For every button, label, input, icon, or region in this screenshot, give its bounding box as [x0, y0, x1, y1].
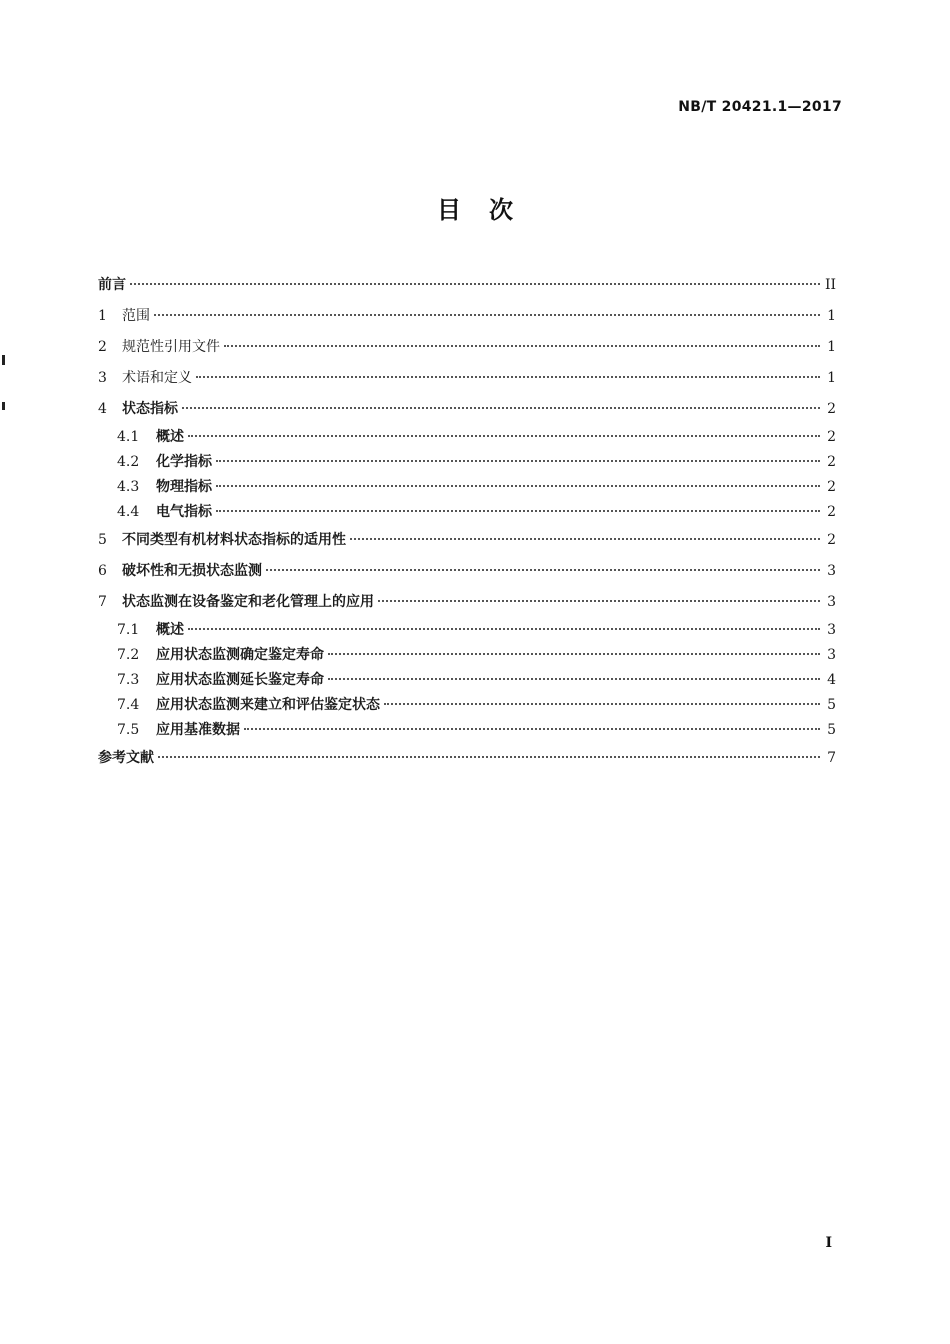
toc-label: 概述 [156, 429, 184, 445]
toc-number: 7.5 [117, 722, 140, 738]
dot-leader [224, 345, 820, 347]
toc-label: 状态指标 [122, 401, 178, 417]
toc-label: 参考文献 [98, 750, 154, 766]
toc-page-number: 2 [827, 504, 836, 520]
toc-number: 7.3 [117, 672, 140, 688]
toc-page-number: 1 [827, 308, 836, 324]
toc-label: 范围 [122, 308, 150, 324]
dot-leader [244, 728, 820, 730]
dot-leader [182, 407, 820, 409]
toc-number: 3 [98, 370, 107, 386]
toc-entry-7-1[interactable] [98, 618, 836, 643]
toc-entry-7-2[interactable] [98, 643, 836, 668]
table-of-contents [98, 270, 836, 774]
toc-number: 2 [98, 339, 107, 355]
dot-leader [378, 600, 820, 602]
toc-label: 破坏性和无损状态监测 [122, 563, 262, 579]
toc-entry-5[interactable] [98, 525, 836, 556]
toc-page-number: 3 [827, 647, 836, 663]
toc-number: 5 [98, 532, 107, 548]
toc-label: 应用状态监测确定鉴定寿命 [156, 647, 324, 663]
toc-page-number: 3 [827, 563, 836, 579]
toc-number: 7.1 [117, 622, 140, 638]
toc-number: 4.2 [117, 454, 140, 470]
toc-page-number: 3 [827, 622, 836, 638]
toc-entry-6[interactable] [98, 556, 836, 587]
scan-edge-mark [2, 402, 5, 410]
toc-number: 4 [98, 401, 107, 417]
toc-number: 4.3 [117, 479, 140, 495]
toc-entry-7-4[interactable] [98, 693, 836, 718]
dot-leader [130, 283, 820, 285]
toc-page-number: 7 [827, 750, 836, 766]
toc-number: 7.2 [117, 647, 140, 663]
toc-label: 状态监测在设备鉴定和老化管理上的应用 [122, 594, 374, 610]
toc-page-number: 5 [827, 697, 836, 713]
toc-entry-3[interactable] [98, 363, 836, 394]
toc-page-number: II [824, 277, 836, 293]
scan-edge-mark [2, 355, 5, 365]
toc-entry-4-3[interactable] [98, 475, 836, 500]
toc-page-number: 2 [827, 532, 836, 548]
dot-leader [158, 756, 820, 758]
toc-page-number: 2 [827, 454, 836, 470]
dot-leader [188, 435, 820, 437]
toc-entry-1[interactable] [98, 301, 836, 332]
page-number: I [825, 1235, 832, 1251]
toc-number: 6 [98, 563, 107, 579]
dot-leader [196, 376, 820, 378]
toc-page-number: 3 [827, 594, 836, 610]
toc-number: 7.4 [117, 697, 140, 713]
toc-page-number: 1 [827, 339, 836, 355]
toc-page-number: 2 [827, 479, 836, 495]
toc-page-number: 2 [827, 429, 836, 445]
toc-number: 7 [98, 594, 107, 610]
dot-leader [154, 314, 820, 316]
toc-page-number: 2 [827, 401, 836, 417]
dot-leader [328, 678, 820, 680]
toc-entry-4-1[interactable] [98, 425, 836, 450]
toc-entry-4[interactable] [98, 394, 836, 425]
toc-entry-references[interactable] [98, 743, 836, 774]
toc-label: 术语和定义 [122, 370, 192, 386]
toc-entry-7-3[interactable] [98, 668, 836, 693]
toc-label: 规范性引用文件 [122, 339, 220, 355]
toc-entry-2[interactable] [98, 332, 836, 363]
toc-entry-foreword[interactable] [98, 270, 836, 301]
toc-number: 4.1 [117, 429, 140, 445]
dot-leader [350, 538, 820, 540]
standard-code: NB/T 20421.1—2017 [678, 99, 842, 115]
toc-label: 化学指标 [156, 454, 212, 470]
toc-label: 应用状态监测来建立和评估鉴定状态 [156, 697, 380, 713]
toc-title: 目次 [437, 196, 541, 224]
dot-leader [216, 485, 820, 487]
dot-leader [328, 653, 820, 655]
toc-page-number: 5 [827, 722, 836, 738]
toc-entry-7[interactable] [98, 587, 836, 618]
toc-number: 4.4 [117, 504, 140, 520]
toc-label: 概述 [156, 622, 184, 638]
dot-leader [216, 510, 820, 512]
toc-label: 物理指标 [156, 479, 212, 495]
dot-leader [188, 628, 820, 630]
toc-label: 前言 [98, 277, 126, 293]
toc-label: 电气指标 [156, 504, 212, 520]
toc-label: 应用状态监测延长鉴定寿命 [156, 672, 324, 688]
toc-label: 应用基准数据 [156, 722, 240, 738]
toc-page-number: 1 [827, 370, 836, 386]
dot-leader [266, 569, 820, 571]
toc-entry-4-2[interactable] [98, 450, 836, 475]
dot-leader [384, 703, 820, 705]
dot-leader [216, 460, 820, 462]
toc-number: 1 [98, 308, 107, 324]
toc-entry-4-4[interactable] [98, 500, 836, 525]
toc-page-number: 4 [827, 672, 836, 688]
toc-label: 不同类型有机材料状态指标的适用性 [122, 532, 346, 548]
toc-entry-7-5[interactable] [98, 718, 836, 743]
